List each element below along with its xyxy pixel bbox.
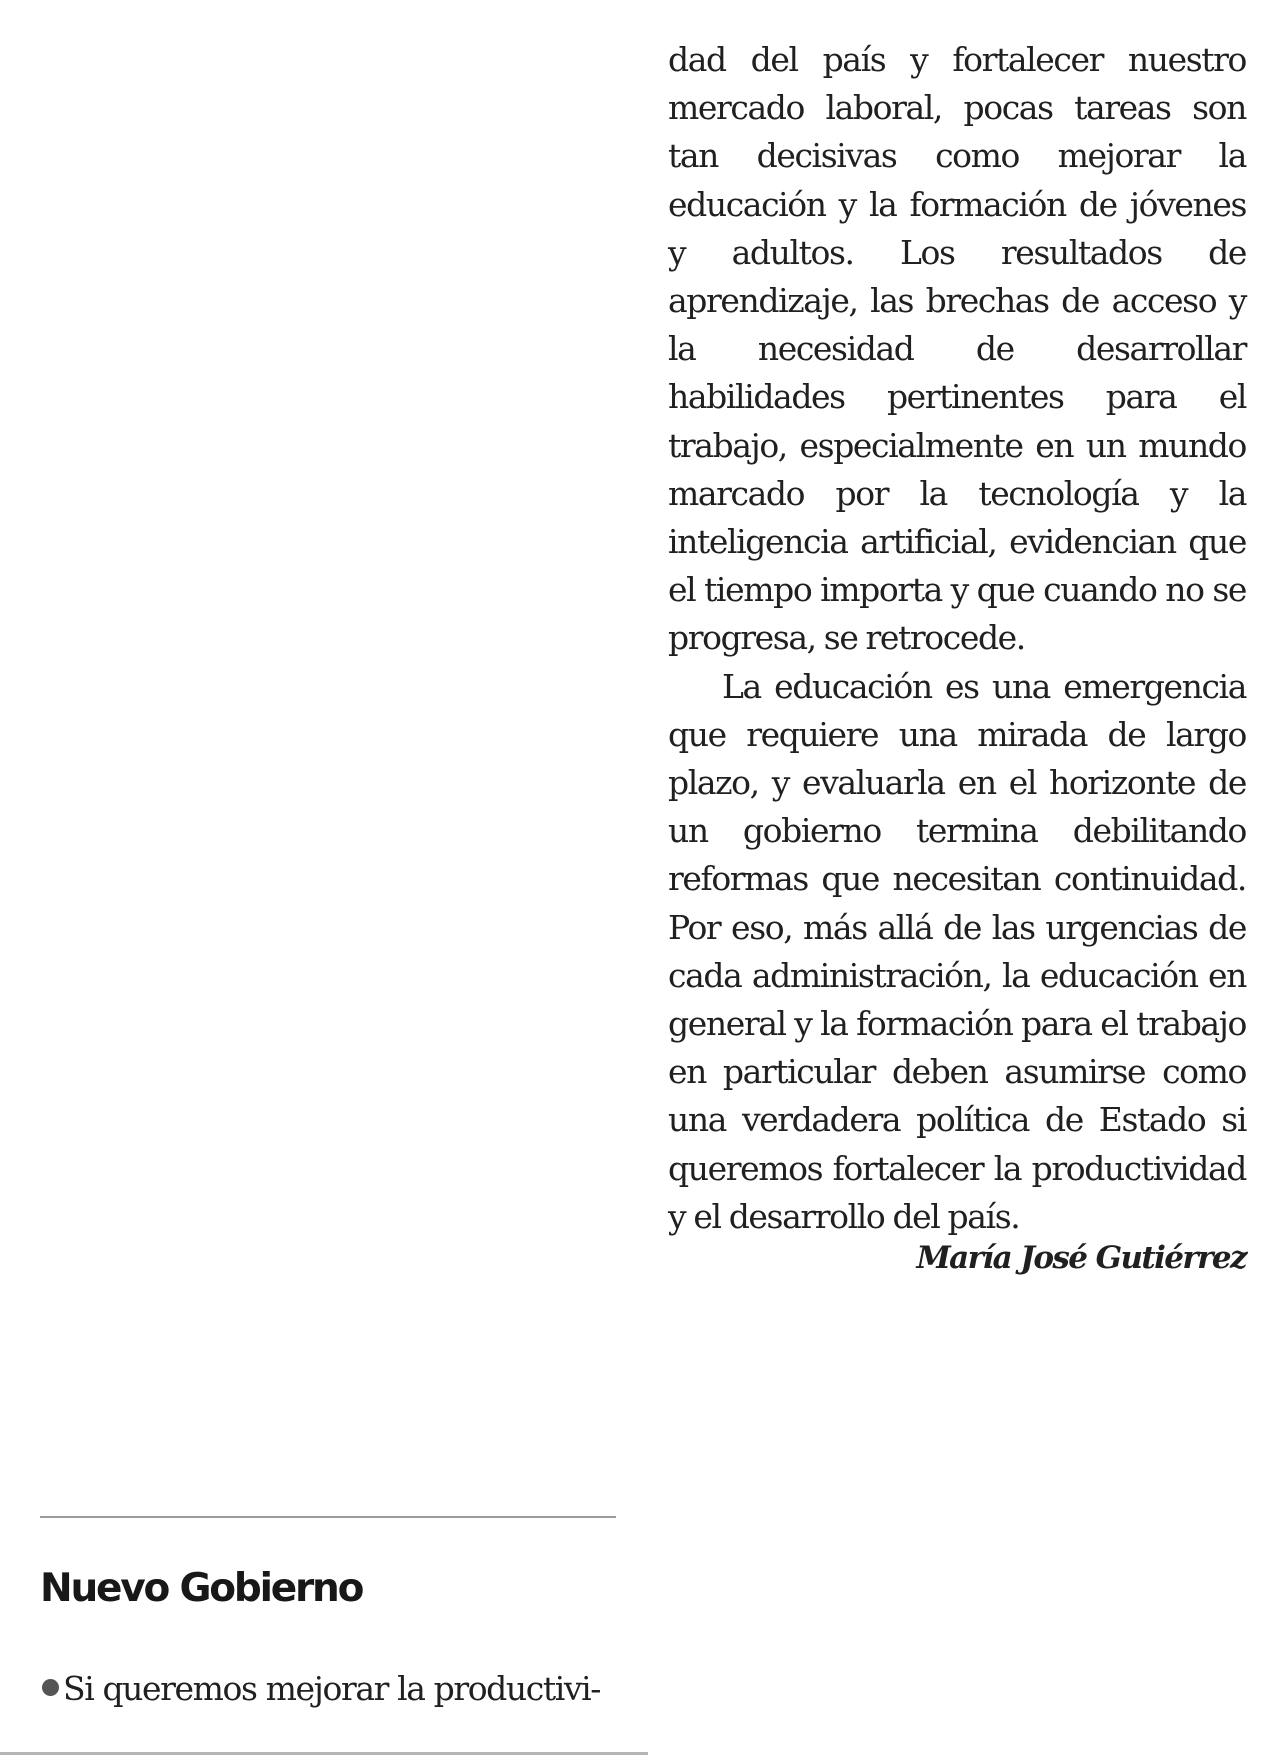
letter-paragraph-2: La educación es una emergencia que requiere una mirada de largo plazo, y evaluarla en el horizonte de un gobierno termina debilitando reformas que necesitan continuidad. Por eso, más allá de las urgencias de cada administración, la educación en general y la formación para el trabajo en particular deben asumirse como una verdadera política de Estado si queremos fortalecer la productividad y el desarrollo del país. <box>668 666 1246 1236</box>
letter-lead <box>42 1669 600 1708</box>
letter-title: Nuevo Gobierno <box>40 1566 363 1611</box>
page-edge-rule <box>0 1752 648 1755</box>
bullet-icon <box>42 1679 59 1696</box>
letter-lead-text: Si queremos mejorar la productivi- <box>63 1669 600 1708</box>
letter-signature: María José Gutiérrez <box>916 1240 1246 1276</box>
letter-paragraph-1: dad del país y fortalecer nuestro mercado laboral, pocas tareas son tan decisivas como mejorar la educación y la formación de jóvenes y adultos. Los resultados de aprendizaje, las brechas de acceso y la necesidad de desarrollar habilidades pertinentes para el trabajo, especialmente en un mundo marcado por la tecnología y la inteligencia artificial, evidencian que el tiempo importa y que cuando no se progresa, se retrocede. <box>668 40 1246 658</box>
section-divider <box>40 1516 616 1518</box>
letter-body <box>668 36 1246 1241</box>
